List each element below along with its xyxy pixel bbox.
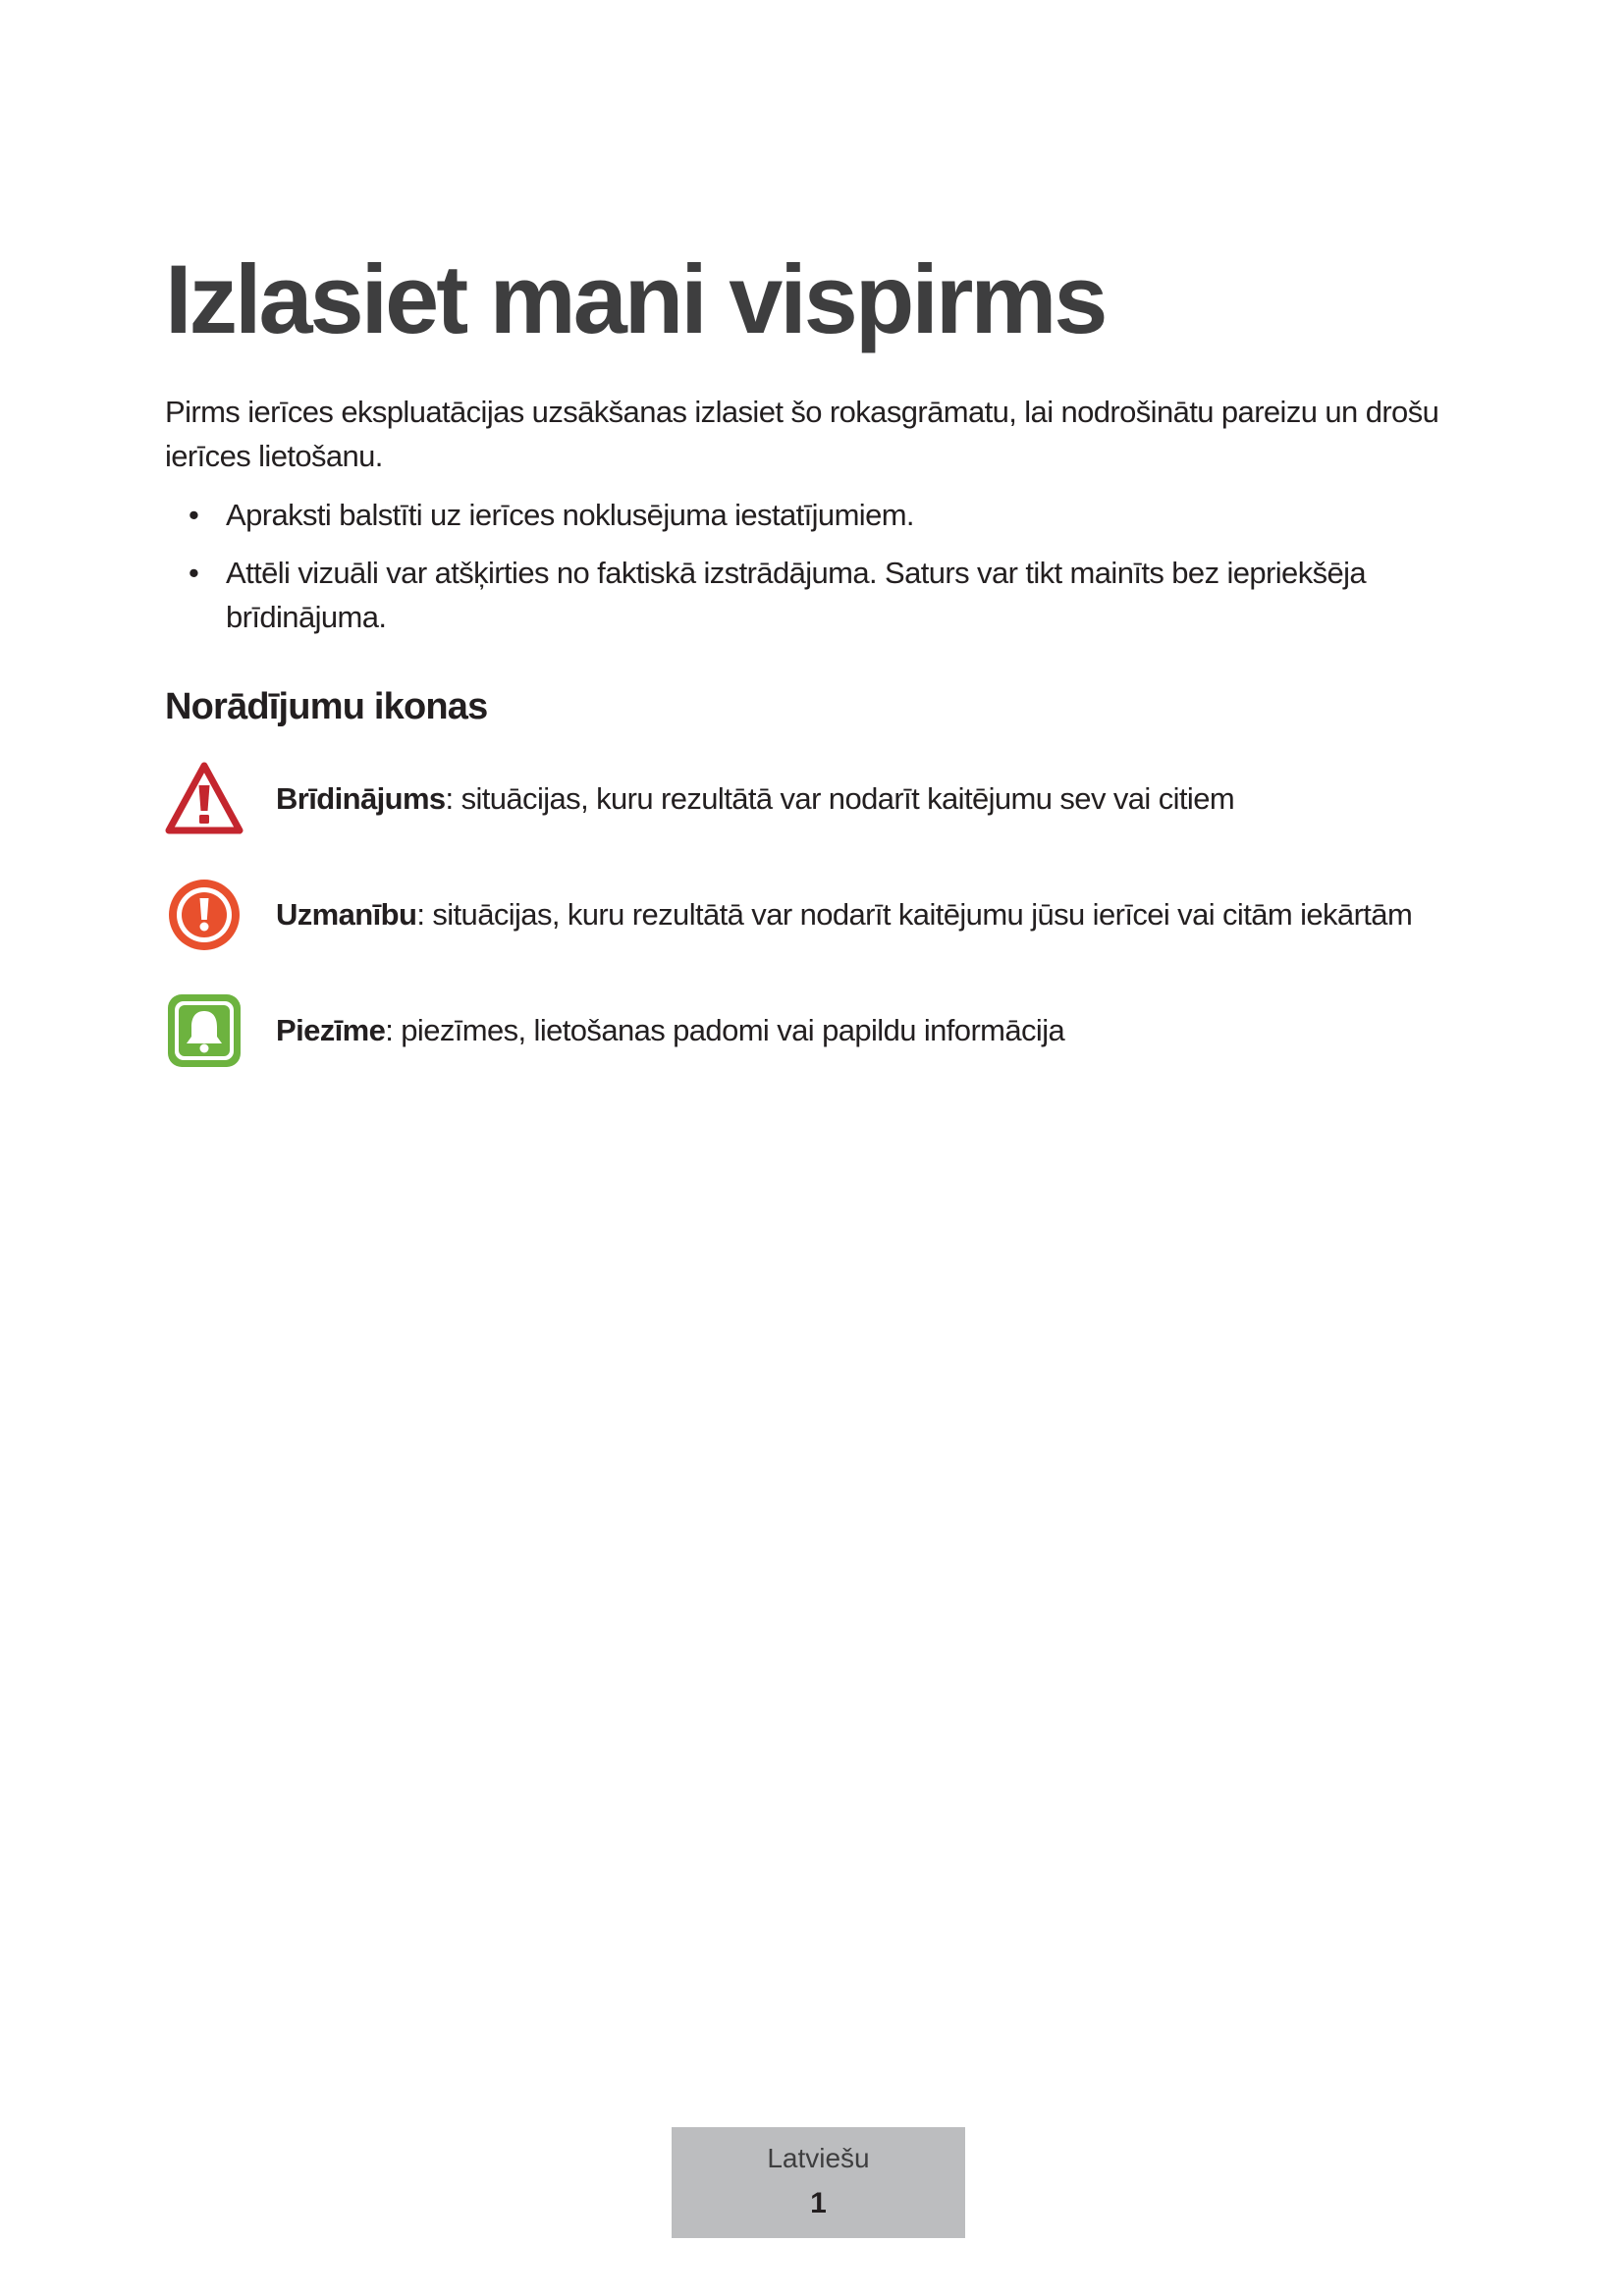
page-title: Izlasiet mani vispirms bbox=[165, 244, 1106, 353]
icon-term: Piezīme bbox=[276, 1013, 386, 1047]
bullet-item bbox=[165, 493, 1481, 537]
icon-text: : situācijas, kuru rezultātā var nodarīt kaitējumu jūsu ierīcei vai citām iekārtām bbox=[416, 897, 1413, 932]
icon-term: Uzmanību bbox=[276, 897, 417, 932]
icon-row-warning bbox=[165, 760, 1540, 838]
caution-circle-icon bbox=[165, 876, 244, 954]
bullet-text: Attēli vizuāli var atšķirties no faktiskā izstrādājuma. Saturs var tikt mainīts bez iepriekšēja brīdinājuma. bbox=[226, 556, 1367, 634]
icon-term: Brīdinājums bbox=[276, 781, 446, 816]
icon-row-note bbox=[165, 991, 1540, 1070]
bullet-list bbox=[165, 493, 1481, 653]
bullet-text: Apraksti balstīti uz ierīces noklusējuma iestatījumiem. bbox=[226, 498, 914, 532]
icon-description bbox=[276, 776, 1234, 821]
section-title: Norādījumu ikonas bbox=[165, 686, 488, 727]
footer-language: Latviešu bbox=[767, 2143, 870, 2173]
intro-paragraph: Pirms ierīces ekspluatācijas uzsākšanas izlasiet šo rokasgrāmatu, lai nodrošinātu pareizu un drošu ierīces lietošanu. bbox=[165, 395, 1439, 473]
page-footer bbox=[672, 2127, 965, 2238]
bullet-marker: • bbox=[189, 556, 199, 590]
icon-text: : piezīmes, lietošanas padomi vai papildu informācija bbox=[385, 1013, 1065, 1047]
page-number: 1 bbox=[810, 2187, 827, 2219]
bullet-item bbox=[165, 551, 1481, 639]
icon-description bbox=[276, 1008, 1064, 1052]
bullet-marker: • bbox=[189, 498, 199, 532]
note-bell-icon bbox=[165, 991, 244, 1070]
icon-description bbox=[276, 892, 1412, 936]
warning-triangle-icon bbox=[165, 760, 244, 838]
icon-row-caution bbox=[165, 876, 1540, 954]
icon-text: : situācijas, kuru rezultātā var nodarīt kaitējumu sev vai citiem bbox=[445, 781, 1235, 816]
